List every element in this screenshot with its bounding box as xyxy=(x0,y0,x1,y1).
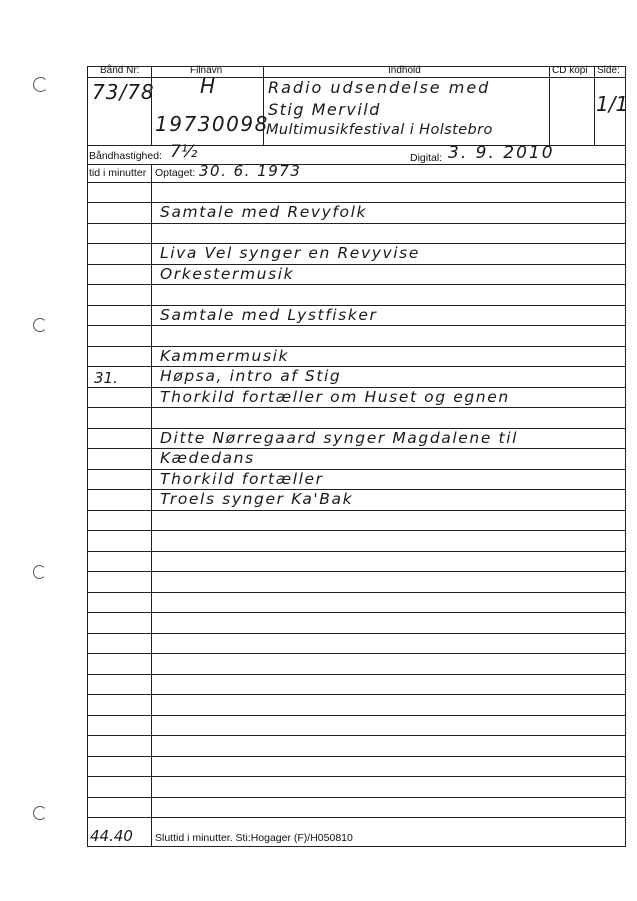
indhold-header: Indhold xyxy=(388,65,421,76)
table-row xyxy=(88,489,625,510)
row-text: Liva Vel synger en Revyvise xyxy=(160,244,420,262)
sluttid-label: Sluttid i minutter. Sti:Hogager (F)/H050810 xyxy=(155,832,353,844)
row-text: Troels synger Ka'Bak xyxy=(160,490,354,508)
table-row xyxy=(88,223,625,244)
table-row xyxy=(88,448,625,469)
filnavn-value: 19730098 xyxy=(155,112,269,136)
row-text: Kammermusik xyxy=(160,347,290,365)
optaget-value: 30. 6. 1973 xyxy=(199,162,302,180)
side-header: Side: xyxy=(597,65,620,76)
sluttid-value: 44.40 xyxy=(90,827,133,845)
indhold-line-1: Radio udsendelse med xyxy=(268,78,491,97)
table-row xyxy=(88,182,625,203)
table-row xyxy=(88,202,625,223)
table-row xyxy=(88,325,625,346)
row-text: Høpsa, intro af Stig xyxy=(160,367,342,385)
table-row xyxy=(88,264,625,285)
row-text: Kædedans xyxy=(160,449,255,467)
digital-value: 3. 9. 2010 xyxy=(448,143,555,163)
table-row xyxy=(88,284,625,305)
side-value: 1/1 xyxy=(596,92,629,116)
filnavn-mark: H xyxy=(200,74,216,98)
indhold-line-2: Stig Mervild xyxy=(268,100,381,119)
row-text: Thorkild fortæller om Huset og egnen xyxy=(160,388,510,406)
table-row xyxy=(88,305,625,326)
cd-kopi-header: CD kopi xyxy=(552,65,588,76)
baandhastighed-label: Båndhastighed: xyxy=(89,150,162,162)
row-text: Samtale med Revyfolk xyxy=(160,203,368,221)
filnavn-header: Filnavn xyxy=(190,65,223,76)
row-text: Ditte Nørregaard synger Magdalene til xyxy=(160,429,519,447)
table-row xyxy=(88,346,625,367)
row-text: Orkestermusik xyxy=(160,265,295,283)
tid-label: tid i minutter xyxy=(89,167,147,179)
digital-label: Digital: xyxy=(410,152,443,164)
table-row xyxy=(88,428,625,449)
table-row xyxy=(88,366,625,387)
row-text: Samtale med Lystfisker xyxy=(160,306,378,324)
band-nr-header: Bånd Nr: xyxy=(100,65,140,76)
optaget-label: Optaget: xyxy=(155,167,196,179)
table-row xyxy=(88,407,625,428)
table-row xyxy=(88,469,625,490)
indhold-line-3: Multimusikfestival i Holstebro xyxy=(266,122,493,138)
baandhastighed-value: 7½ xyxy=(170,142,198,162)
band-nr-value: 73/78 xyxy=(92,80,155,104)
table-row xyxy=(88,243,625,264)
row-text: Thorkild fortæller xyxy=(160,470,324,488)
table-row xyxy=(88,387,625,408)
row-time: 31. xyxy=(94,369,118,387)
